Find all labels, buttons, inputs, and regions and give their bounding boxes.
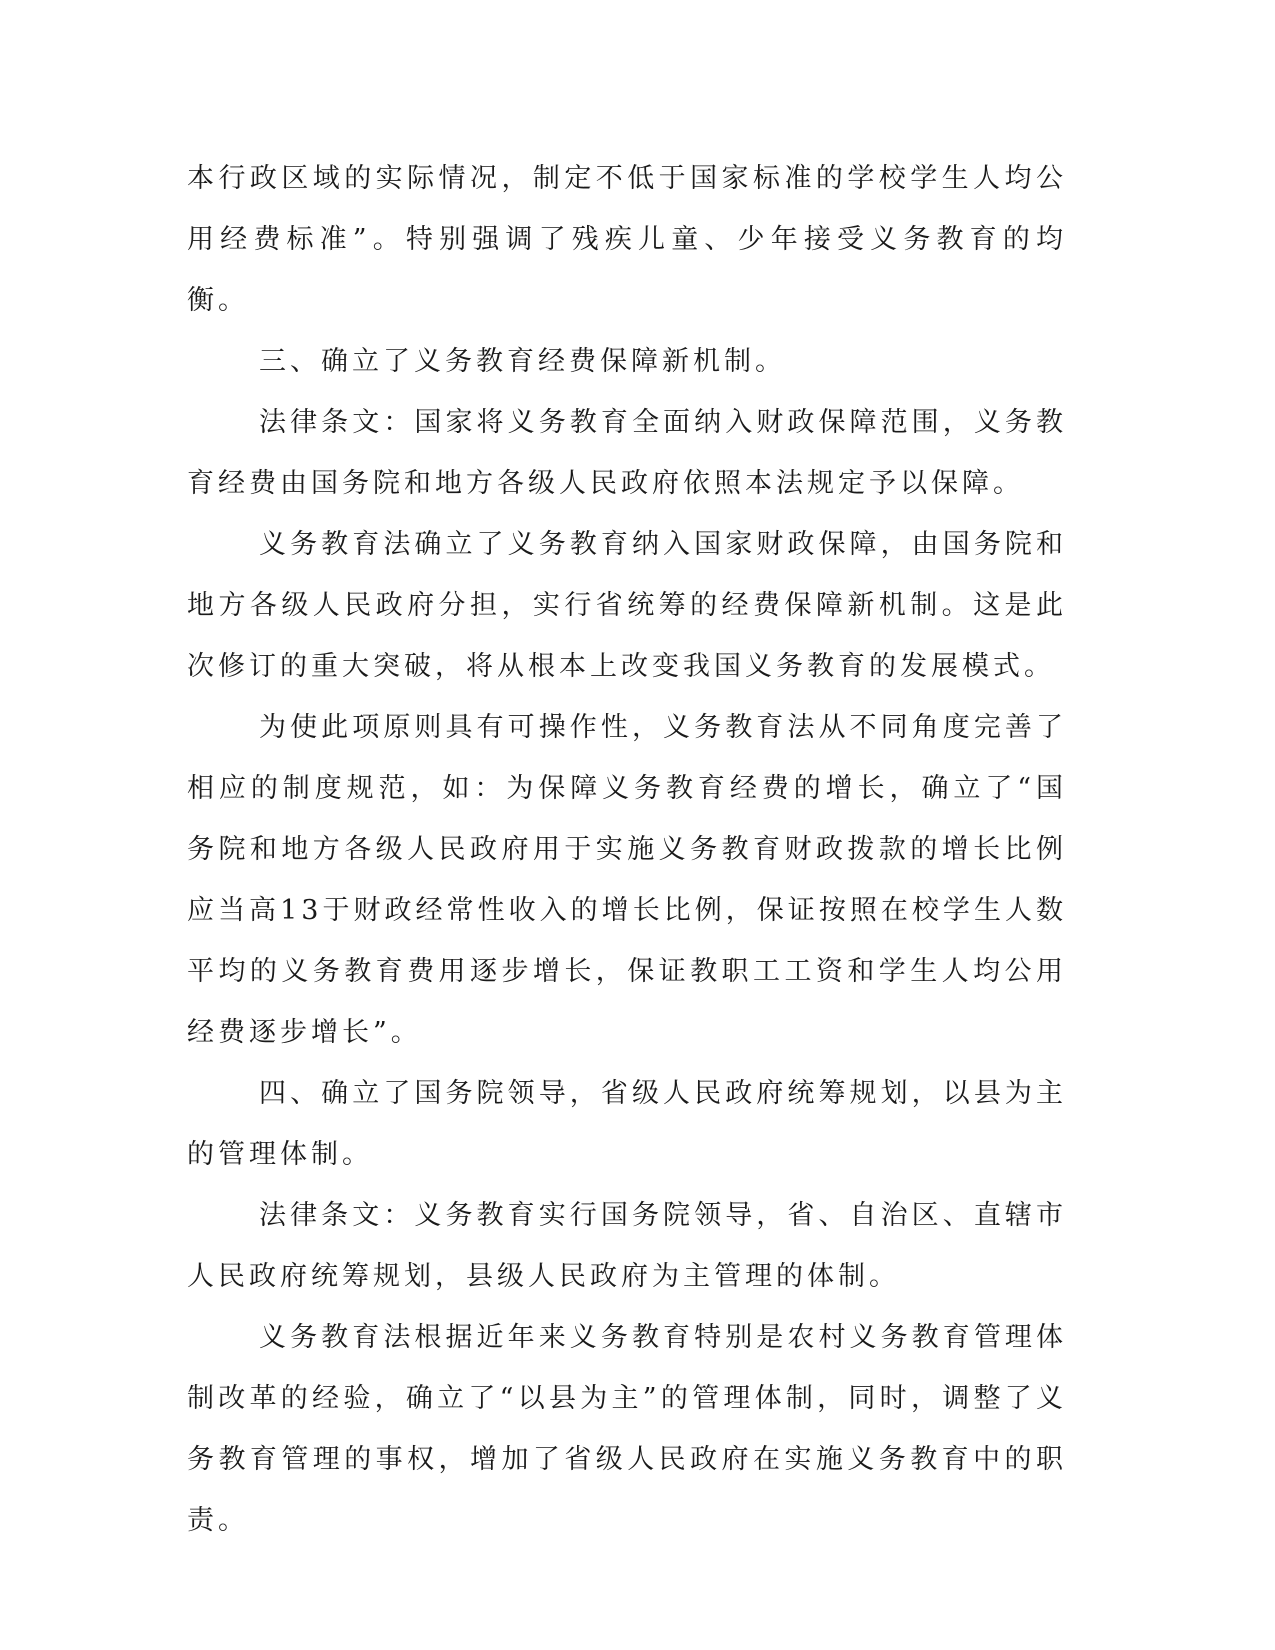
paragraph-8: 义务教育法根据近年来义务教育特别是农村义务教育管理体制改革的经验，确立了“以县为主”的管理体制，同时，调整了义务教育管理的事权，增加了省级人民政府在实施义务教育中的职责。 [187, 1322, 1067, 1536]
paragraph-1: 本行政区域的实际情况，制定不低于国家标准的学校学生人均公用经费标准”。特别强调了残疾儿童、少年接受义务教育的均衡。 [187, 163, 1067, 316]
paragraph-6-heading: 四、确立了国务院领导，省级人民政府统筹规划，以县为主的管理体制。 [187, 1078, 1067, 1170]
paragraph-2-heading: 三、确立了义务教育经费保障新机制。 [259, 346, 786, 377]
paragraph-5: 为使此项原则具有可操作性，义务教育法从不同角度完善了相应的制度规范，如：为保障义务教育经费的增长，确立了“国务院和地方各级人民政府用于实施义务教育财政拨款的增长比例应当高13于财政经常性收入的增长比例，保证按照在校学生人数平均的义务教育费用逐步增长，保证教职工工资和学生人均公用经费逐步增长”。 [187, 712, 1067, 1048]
paragraph-3: 法律条文：国家将义务教育全面纳入财政保障范围，义务教育经费由国务院和地方各级人民政府依照本法规定予以保障。 [187, 407, 1067, 499]
paragraph-7: 法律条文：义务教育实行国务院领导，省、自治区、直辖市人民政府统筹规划，县级人民政府为主管理的体制。 [187, 1200, 1067, 1292]
document-body [187, 148, 1067, 1551]
paragraph-4: 义务教育法确立了义务教育纳入国家财政保障，由国务院和地方各级人民政府分担，实行省统筹的经费保障新机制。这是此次修订的重大突破，将从根本上改变我国义务教育的发展模式。 [187, 529, 1067, 682]
